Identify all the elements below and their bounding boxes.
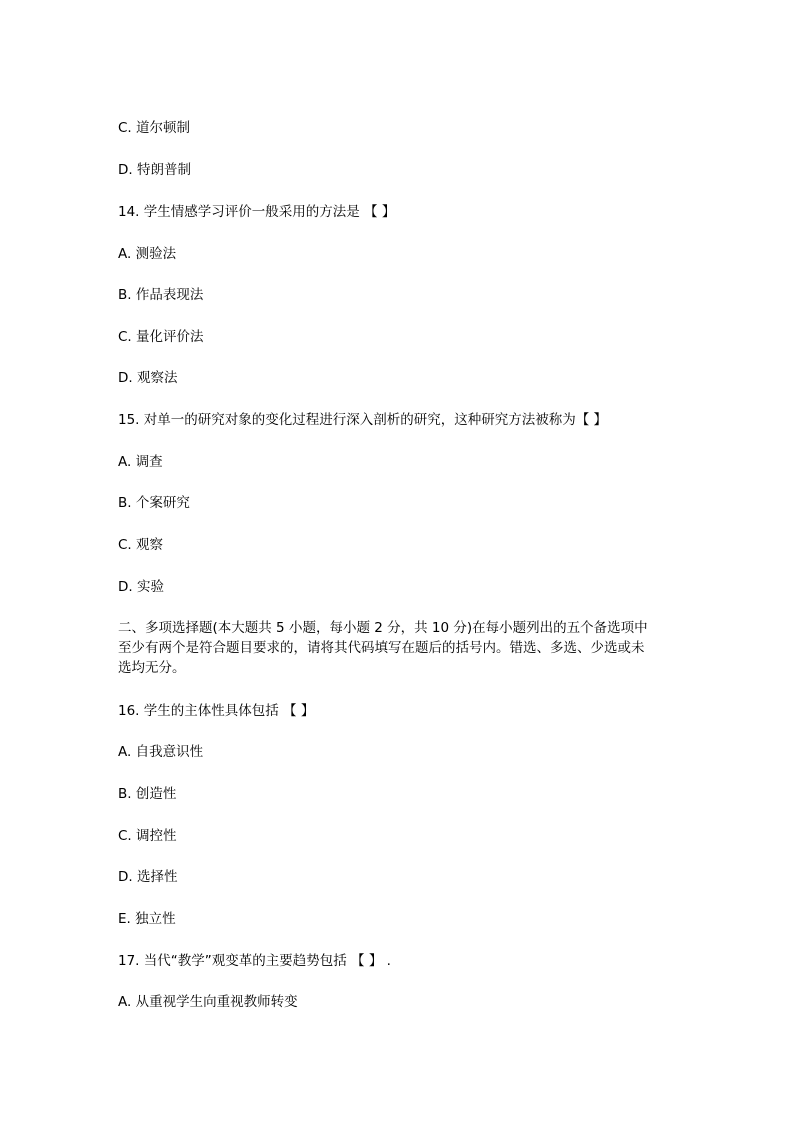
- option-line: A. 测验法: [118, 246, 177, 262]
- option-line: B. 创造性: [118, 786, 177, 802]
- option-line: A. 从重视学生向重视教师转变: [118, 994, 298, 1010]
- option-line: D. 观察法: [118, 370, 178, 386]
- option-line: A. 调查: [118, 454, 163, 470]
- question-16: 16. 学生的主体性具体包括 【 】: [118, 703, 315, 719]
- option-line: B. 个案研究: [118, 495, 190, 511]
- option-line: D. 选择性: [118, 869, 178, 885]
- question-15: 15. 对单一的研究对象的变化过程进行深入剖析的研究，这种研究方法被称为【 】: [118, 412, 608, 428]
- option-line: E. 独立性: [118, 911, 176, 927]
- option-line: C. 道尔顿制: [118, 120, 191, 136]
- question-17: 17. 当代“教学”观变革的主要趋势包括 【 】 .: [118, 953, 391, 969]
- option-line: C. 量化评价法: [118, 329, 204, 345]
- question-14: 14. 学生情感学习评价一般采用的方法是 【 】: [118, 204, 396, 220]
- option-line: A. 自我意识性: [118, 744, 204, 760]
- option-line: B. 作品表现法: [118, 287, 204, 303]
- option-line: D. 特朗普制: [118, 162, 191, 178]
- option-line: D. 实验: [118, 579, 164, 595]
- section-heading: 二、多项选择题(本大题共 5 小题，每小题 2 分，共 10 分)在每小题列出的五个备选项中至少有两个是符合题目要求的，请将其代码填写在题后的括号内。错选、多选、少选或未选均无分。: [118, 620, 648, 676]
- option-line: C. 调控性: [118, 828, 177, 844]
- option-line: C. 观察: [118, 537, 164, 553]
